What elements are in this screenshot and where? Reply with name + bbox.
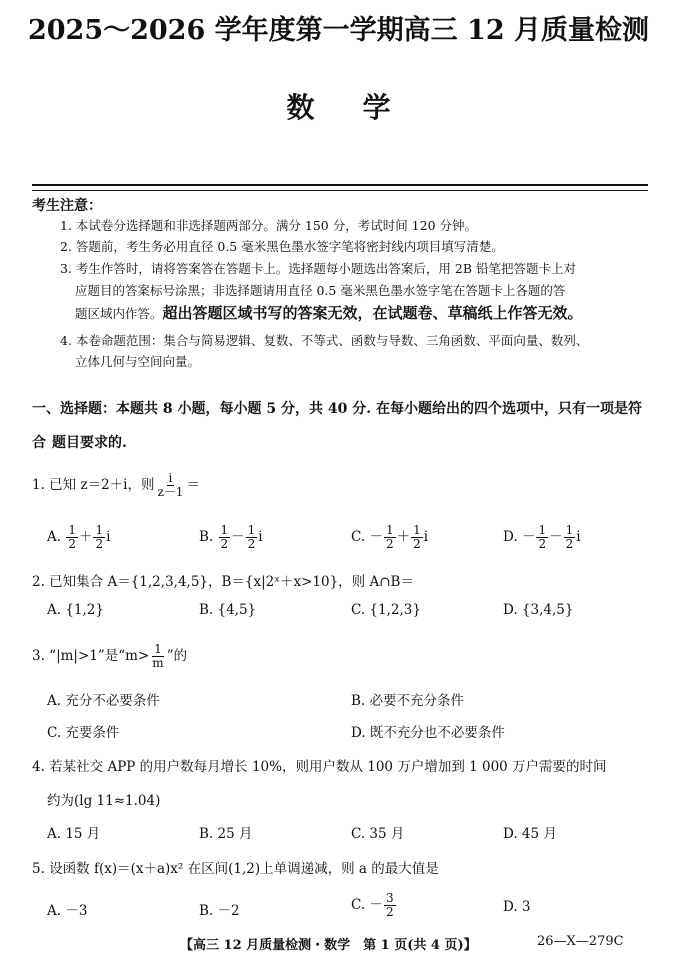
fraction-denominator: z－1 [157, 485, 184, 499]
fraction [536, 524, 548, 551]
imaginary-unit: i [258, 529, 263, 545]
notice-item-4: 4. 本卷命题范围：集合与简易逻辑、复数、不等式、函数与导数、三角函数、平面向量、数列、 [60, 333, 589, 348]
question-4-option-b: B. 25 月 [199, 826, 253, 842]
page-title: 2025～2026 学年度第一学期高三 12 月质量检测 [27, 15, 650, 46]
imaginary-unit: i [576, 529, 581, 545]
operator: ＋ [396, 529, 411, 545]
fraction-denominator: 2 [220, 537, 229, 551]
fraction-numerator: 3 [385, 891, 394, 905]
fraction-denominator: 2 [385, 905, 394, 919]
footer-paper-code: 26—X—279C [537, 934, 624, 949]
notice-heading: 考生注意： [32, 198, 102, 214]
question-1-fraction [155, 472, 185, 499]
question-1-option-c [351, 524, 428, 551]
operator: － [549, 529, 563, 545]
operator: － [521, 529, 536, 545]
notice-item-3-cont2 [75, 303, 648, 324]
question-5-option-d: D. 3 [503, 899, 531, 915]
question-3-fraction [150, 643, 165, 670]
fraction-numerator: 1 [68, 523, 76, 537]
fraction-denominator: 2 [68, 537, 76, 551]
fraction-numerator: 1 [154, 642, 162, 656]
notice-emphasis: 超出答题区域书写的答案无效，在试题卷、草稿纸上作答无效。 [162, 304, 583, 322]
option-label: D. [503, 529, 518, 545]
fraction-denominator: 2 [538, 537, 547, 551]
question-4-option-a: A. 15 月 [47, 826, 101, 842]
question-2-option-b: B. {4,5} [199, 602, 257, 618]
notice-item-1: 1. 本试卷分选择题和非选择题两部分。满分 150 分，考试时间 120 分钟。 [60, 218, 478, 233]
option-label: B. [199, 529, 214, 545]
fraction-denominator: m [152, 656, 164, 670]
question-3-stem [32, 643, 648, 670]
fraction [564, 524, 576, 551]
divider-thick [32, 184, 648, 186]
imaginary-unit: i [423, 529, 429, 545]
question-5-stem: 5. 设函数 f(x)＝(x＋a)x² 在区间(1,2)上单调递减，则 a 的最大值是 [32, 861, 439, 877]
option-text: C. － [351, 897, 383, 913]
question-4-stem: 4. 若某社交 APP 的用户数每月增长 10%，则用户数从 100 万户增加到 1 000 万户需要的时间 [32, 759, 607, 775]
fraction-numerator: 1 [565, 523, 574, 537]
question-5-option-b: B. －2 [199, 903, 240, 919]
operator: － [231, 529, 245, 545]
operator: － [369, 529, 383, 545]
fraction-denominator: 2 [247, 537, 256, 551]
notice-item-4-cont: 立体几何与空间向量。 [75, 354, 201, 369]
question-2-option-d: D. {3,4,5} [503, 602, 574, 618]
fraction-numerator: i [168, 471, 173, 485]
question-4-option-d: D. 45 月 [503, 826, 557, 842]
option-label: A. [47, 529, 62, 545]
notice-item-2: 2. 答题前，考生务必用直径 0.5 毫米黑色墨水签字笔将密封线内项目填写清楚。 [60, 239, 504, 254]
footer-page-info: 【高三 12 月质量检测・数学 第 1 页(共 4 页)】 [180, 938, 477, 953]
question-3-text: 3. “|m|>1”是“m> [32, 648, 150, 664]
question-2-option-c: C. {1,2,3} [351, 602, 421, 618]
fraction-numerator: 1 [538, 523, 547, 537]
fraction [219, 524, 231, 551]
question-2-stem: 2. 已知集合 A＝{1,2,3,4,5}，B＝{x|2ˣ＋x>10}，则 A∩B＝ [32, 574, 414, 590]
fraction [384, 892, 396, 919]
question-3-option-a: A. 充分不必要条件 [47, 693, 160, 709]
question-1-equals: ＝ [186, 477, 200, 493]
fraction-numerator: 1 [95, 523, 104, 537]
question-3-text-end: ”的 [166, 648, 188, 664]
fraction-numerator: 1 [413, 523, 421, 537]
question-3-option-b: B. 必要不充分条件 [351, 693, 465, 709]
question-2-option-a: A. {1,2} [47, 602, 104, 618]
question-1-stem [32, 472, 648, 499]
fraction-denominator: 2 [95, 537, 104, 551]
question-1-option-d [503, 524, 581, 551]
fraction-numerator: 1 [247, 523, 256, 537]
notice-item-3: 3. 考生作答时，请将答案答在答题卡上。选择题每小题选出答案后，用 2B 铅笔把答题卡上对 [60, 261, 576, 276]
fraction-numerator: 1 [220, 523, 229, 537]
fraction [411, 524, 423, 551]
option-label: C. [351, 529, 366, 545]
question-1-option-b [199, 524, 263, 551]
fraction-denominator: 2 [413, 537, 421, 551]
subject-title: 数学 [286, 91, 439, 124]
notice-item-3-tail: 题区域内作答。 [75, 306, 163, 321]
question-5-option-a: A. －3 [47, 903, 88, 919]
question-1-option-a [47, 524, 110, 551]
fraction-denominator: 2 [385, 537, 394, 551]
fraction [93, 524, 105, 551]
question-4-option-c: C. 35 月 [351, 826, 405, 842]
fraction [246, 524, 258, 551]
question-5-option-c [351, 892, 397, 919]
question-3-option-c: C. 充要条件 [47, 725, 120, 741]
fraction [384, 524, 396, 551]
question-3-option-d: D. 既不充分也不必要条件 [351, 725, 505, 741]
imaginary-unit: i [106, 529, 111, 545]
question-1-text: 1. 已知 z＝2＋i，则 [32, 477, 155, 493]
fraction-numerator: 1 [385, 523, 394, 537]
fraction-denominator: 2 [565, 537, 574, 551]
notice-item-3-cont: 应题目的答案标号涂黑；非选择题请用直径 0.5 毫米黑色墨水签字笔在答题卡上各题的答 [75, 283, 566, 298]
section-heading: 一、选择题：本题共 8 小题，每小题 5 分，共 40 分. 在每小题给出的四个选项中，只有一项是符合 [32, 401, 642, 451]
operator: ＋ [78, 529, 93, 545]
question-4-stem-cont: 约为(lg 11≈1.04) [47, 793, 161, 809]
section-heading-cont: 题目要求的. [52, 435, 127, 451]
fraction [66, 524, 78, 551]
divider-thin [32, 190, 648, 191]
